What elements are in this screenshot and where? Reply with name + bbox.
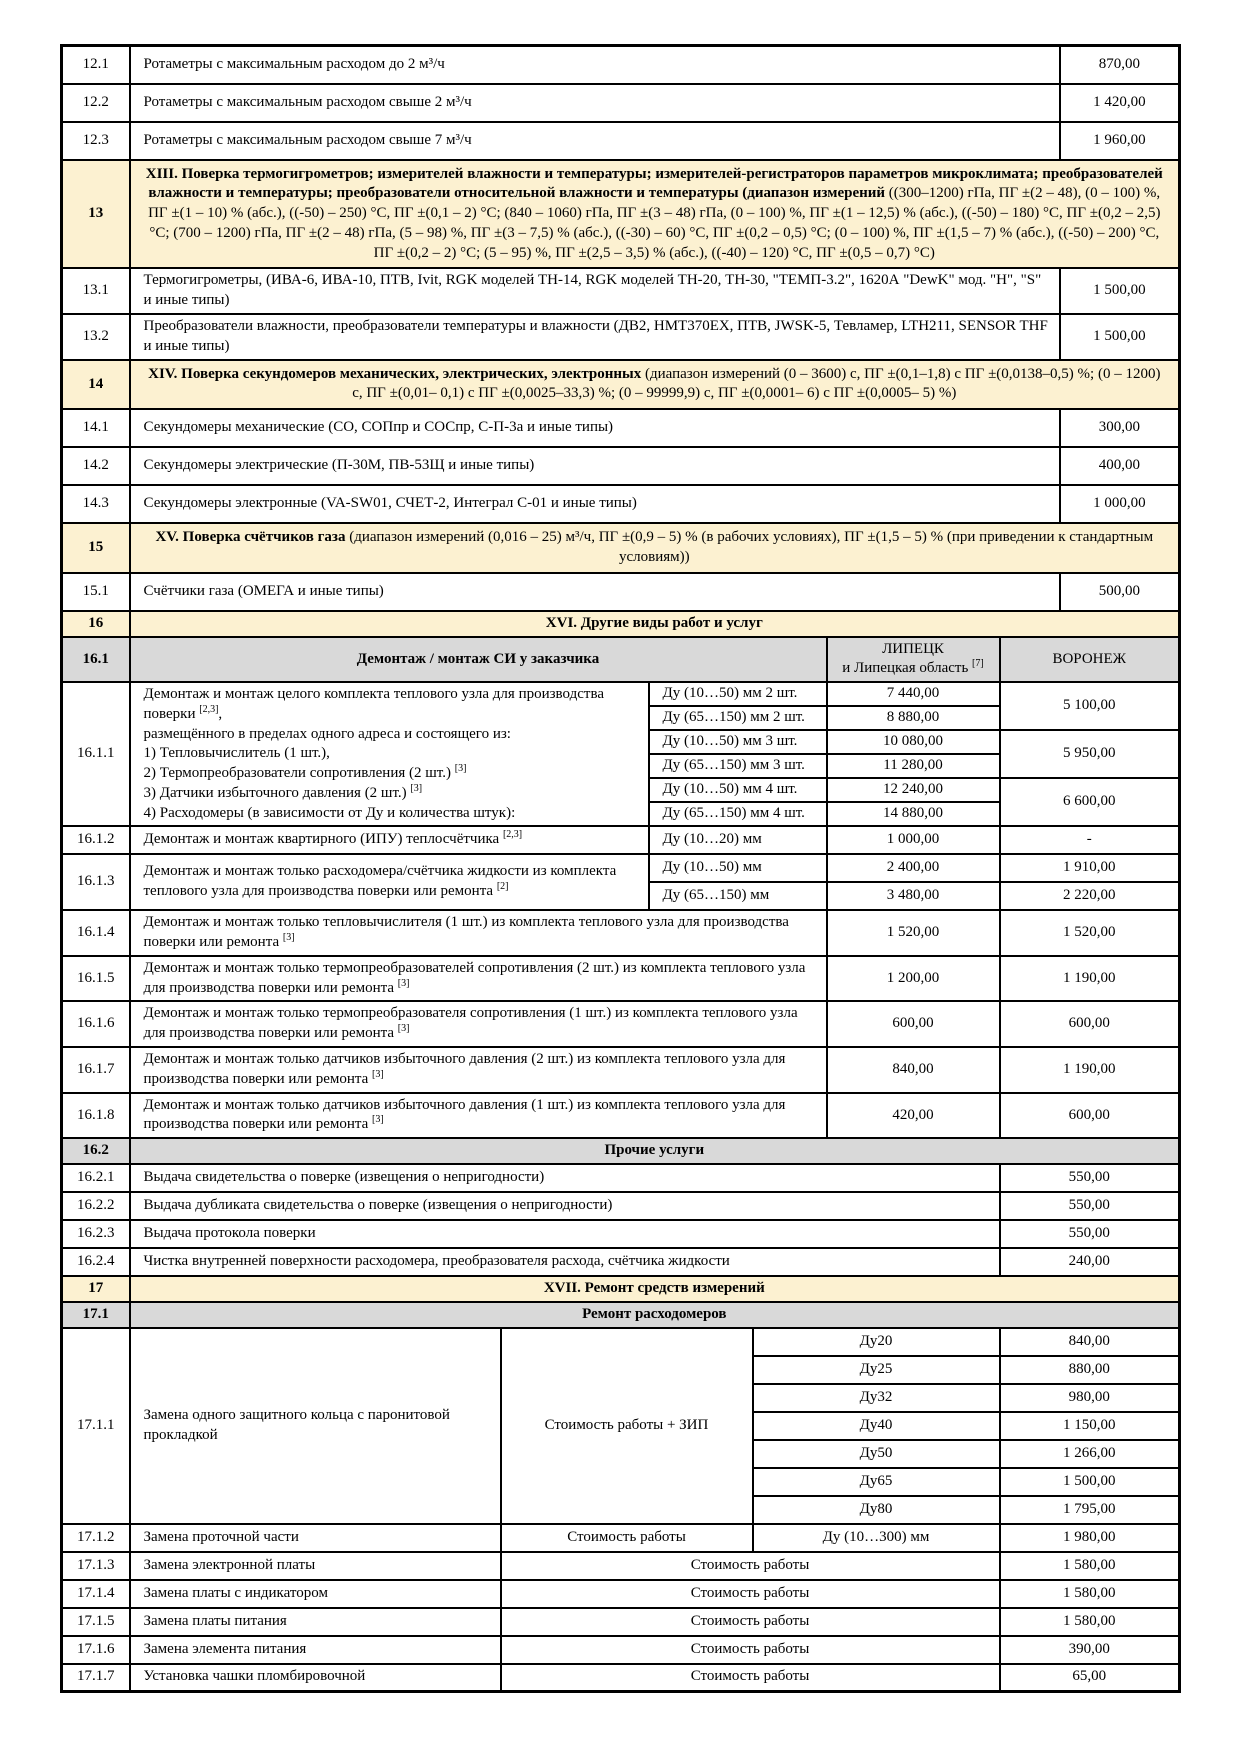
column-header-lipetsk bbox=[827, 637, 1000, 683]
row-13-2 bbox=[62, 314, 1180, 360]
section-title-rest: ((300–1200) гПа, ПГ ±(2 – 48), (0 – 100) %, ПГ ±(1 – 10) % (абс.), ((-50) – 250) °С, ПГ ±(0,1 – 2) °С; (840 – 1060) гПа, ПГ ±(3 – 48) гПа, (0 – 100) %, ПГ ±(1 – 12,5) % (абс.), ((-50) – 180) °С, ПГ ±(0,2 – 2,5) °С; (700 – 1200) гПа, ПГ ±(2 – 48) гПа, (5 – 98) %, ПГ ±(3 – 7,5) % (абс.), ((-30) – 60) °С, ПГ ±(0,2 – 0,5) °С; (0 – 100) %, ПГ ±(1,5 – 7) % (абс.), ((-50) – 200) °С, ПГ ±(0,2 – 2) °С; (5 – 95) %, ПГ ±(2,5 – 3,5) % (абс.), ((-40) – 120) °С, ПГ ±(0,5 – 0,7) °С) bbox=[148, 185, 1161, 261]
cell-description: Демонтаж и монтаж только термопреобразователя сопротивления (1 шт.) из комплекта теплового узла для производства поверки или ремонта [3] bbox=[130, 1001, 827, 1047]
cell-description: Секундомеры механические (СО, СОПпр и СОСпр, С-П-3а и иные типы) bbox=[130, 409, 1060, 447]
cell-price: 1 795,00 bbox=[1000, 1496, 1180, 1524]
row-17-1-5 bbox=[62, 1608, 1180, 1636]
cell-work-type: Стоимость работы + ЗИП bbox=[501, 1328, 753, 1524]
subsection-title: Демонтаж / монтаж СИ у заказчика bbox=[130, 637, 827, 683]
cell-number: 15.1 bbox=[62, 573, 130, 611]
section-title-bold: XIII. Поверка термогигрометров; измерителей влажности и температуры; измерителей-регистраторов параметров микроклимата; преобразователей влажности и температуры; преобразователи относительной влажности и температуры (диапазон измерений bbox=[145, 165, 1163, 202]
cell-description: Ротаметры с максимальным расходом до 2 м³/ч bbox=[130, 46, 1060, 84]
cell-du-size: Ду (10…20) мм bbox=[649, 826, 827, 854]
section-header-14 bbox=[62, 360, 1180, 410]
cell-du-size: Ду (65…150) мм 2 шт. bbox=[649, 706, 827, 730]
row-17-1-1 bbox=[62, 1328, 1180, 1356]
subsection-number: 16.2 bbox=[62, 1138, 130, 1164]
row-13-1 bbox=[62, 268, 1180, 314]
cell-du-size: Ду50 bbox=[753, 1440, 1000, 1468]
cell-price: 550,00 bbox=[1000, 1220, 1180, 1248]
cell-description: Ротаметры с максимальным расходом свыше 7 м³/ч bbox=[130, 122, 1060, 160]
cell-price-lipetsk: 1 000,00 bbox=[827, 826, 1000, 854]
section-title: XVI. Другие виды работ и услуг bbox=[130, 611, 1180, 637]
row-16-1-1 bbox=[62, 682, 1180, 706]
cell-price: 1 500,00 bbox=[1000, 1468, 1180, 1496]
cell-number: 14.3 bbox=[62, 485, 130, 523]
row-16-2-3 bbox=[62, 1220, 1180, 1248]
cell-work-type: Стоимость работы bbox=[501, 1608, 1000, 1636]
cell-du-size: Ду20 bbox=[753, 1328, 1000, 1356]
cell-price: 870,00 bbox=[1060, 46, 1180, 84]
desc-line: 3) Датчики избыточного давления (2 шт.) [3] bbox=[143, 782, 423, 801]
cell-price: 1 580,00 bbox=[1000, 1608, 1180, 1636]
cell-price-lipetsk: 2 400,00 bbox=[827, 854, 1000, 882]
cell-price-voronezh: 1 520,00 bbox=[1000, 910, 1180, 956]
cell-number: 16.1.4 bbox=[62, 910, 130, 956]
cell-du-size: Ду40 bbox=[753, 1412, 1000, 1440]
row-12-2 bbox=[62, 84, 1180, 122]
subsection-header-16-1 bbox=[62, 637, 1180, 683]
desc-line: 4) Расходомеры (в зависимости от Ду и количества штук): bbox=[143, 804, 516, 821]
cell-number: 16.2.1 bbox=[62, 1164, 130, 1192]
cell-price-lipetsk: 14 880,00 bbox=[827, 802, 1000, 826]
cell-number: 17.1.2 bbox=[62, 1524, 130, 1552]
cell-price-voronezh: 1 190,00 bbox=[1000, 956, 1180, 1002]
cell-number: 17.1.5 bbox=[62, 1608, 130, 1636]
cell-description: Замена платы с индикатором bbox=[130, 1580, 501, 1608]
cell-number: 17.1.7 bbox=[62, 1664, 130, 1692]
cell-price-voronezh: 6 600,00 bbox=[1000, 778, 1180, 826]
cell-price-lipetsk: 10 080,00 bbox=[827, 730, 1000, 754]
cell-number: 16.1.7 bbox=[62, 1047, 130, 1093]
cell-price: 550,00 bbox=[1000, 1192, 1180, 1220]
cell-description: Замена платы питания bbox=[130, 1608, 501, 1636]
row-17-1-7 bbox=[62, 1664, 1180, 1692]
section-number: 17 bbox=[62, 1276, 130, 1302]
cell-price: 1 580,00 bbox=[1000, 1552, 1180, 1580]
row-15-1 bbox=[62, 573, 1180, 611]
row-17-1-6 bbox=[62, 1636, 1180, 1664]
cell-number: 16.1.2 bbox=[62, 826, 130, 854]
cell-description: Демонтаж и монтаж только датчиков избыточного давления (1 шт.) из комплекта теплового узла для производства поверки или ремонта [3] bbox=[130, 1093, 827, 1139]
cell-number: 16.1.5 bbox=[62, 956, 130, 1002]
section-title-bold: XV. Поверка счётчиков газа bbox=[155, 529, 346, 546]
cell-price: 1 980,00 bbox=[1000, 1524, 1180, 1552]
row-12-3 bbox=[62, 122, 1180, 160]
cell-price: 65,00 bbox=[1000, 1664, 1180, 1692]
cell-description: Демонтаж и монтаж только термопреобразователей сопротивления (2 шт.) из комплекта теплового узла для производства поверки или ремонта [3] bbox=[130, 956, 827, 1002]
section-header-17 bbox=[62, 1276, 1180, 1302]
cell-price: 390,00 bbox=[1000, 1636, 1180, 1664]
section-header-16 bbox=[62, 611, 1180, 637]
cell-work-type: Стоимость работы bbox=[501, 1524, 753, 1552]
cell-price: 1 960,00 bbox=[1060, 122, 1180, 160]
cell-description: Выдача протокола поверки bbox=[130, 1220, 1000, 1248]
cell-description: Замена электронной платы bbox=[130, 1552, 501, 1580]
cell-description: Демонтаж и монтаж квартирного (ИПУ) теплосчётчика [2,3] bbox=[130, 826, 649, 854]
cell-price: 980,00 bbox=[1000, 1384, 1180, 1412]
cell-number: 16.2.4 bbox=[62, 1248, 130, 1276]
cell-price-voronezh: 5 950,00 bbox=[1000, 730, 1180, 778]
subsection-header-16-2 bbox=[62, 1138, 1180, 1164]
section-title: XVII. Ремонт средств измерений bbox=[130, 1276, 1180, 1302]
section-title bbox=[130, 523, 1180, 573]
row-16-2-4 bbox=[62, 1248, 1180, 1276]
cell-price-lipetsk: 600,00 bbox=[827, 1001, 1000, 1047]
cell-du-size: Ду65 bbox=[753, 1468, 1000, 1496]
row-16-1-6 bbox=[62, 1001, 1180, 1047]
footnote-ref: [2,3] bbox=[199, 703, 219, 715]
cell-price: 1 500,00 bbox=[1060, 268, 1180, 314]
cell-du-size: Ду (10…50) мм 3 шт. bbox=[649, 730, 827, 754]
cell-du-size: Ду (10…300) мм bbox=[753, 1524, 1000, 1552]
cell-number: 16.1.1 bbox=[62, 682, 130, 826]
row-14-3 bbox=[62, 485, 1180, 523]
footnote-ref: [3] bbox=[282, 932, 295, 944]
cell-price-voronezh: 600,00 bbox=[1000, 1001, 1180, 1047]
lipetsk-line2: и Липецкая область [7] bbox=[842, 658, 984, 677]
cell-description: Секундомеры электрические (П-30М, ПВ-53Щ и иные типы) bbox=[130, 447, 1060, 485]
cell-description: Чистка внутренней поверхности расходомера, преобразователя расхода, счётчика жидкости bbox=[130, 1248, 1000, 1276]
cell-number: 17.1.4 bbox=[62, 1580, 130, 1608]
cell-description: Замена элемента питания bbox=[130, 1636, 501, 1664]
cell-price-lipetsk: 840,00 bbox=[827, 1047, 1000, 1093]
cell-description: Секундомеры электронные (VA-SW01, СЧЕТ-2, Интеграл С-01 и иные типы) bbox=[130, 485, 1060, 523]
footnote-ref: [7] bbox=[972, 658, 984, 670]
cell-number: 12.1 bbox=[62, 46, 130, 84]
row-16-1-2 bbox=[62, 826, 1180, 854]
row-16-1-3 bbox=[62, 854, 1180, 882]
cell-du-size: Ду25 bbox=[753, 1356, 1000, 1384]
row-16-1-5 bbox=[62, 956, 1180, 1002]
cell-price: 240,00 bbox=[1000, 1248, 1180, 1276]
cell-description: Замена одного защитного кольца с паронитовой прокладкой bbox=[130, 1328, 501, 1524]
row-17-1-2 bbox=[62, 1524, 1180, 1552]
row-16-2-2 bbox=[62, 1192, 1180, 1220]
subsection-header-17-1 bbox=[62, 1302, 1180, 1328]
section-title-bold: XIV. Поверка секундомеров механических, электрических, электронных bbox=[148, 365, 642, 382]
cell-du-size: Ду32 bbox=[753, 1384, 1000, 1412]
cell-price: 300,00 bbox=[1060, 409, 1180, 447]
cell-description: Термогигрометры, (ИВА-6, ИВА-10, ПТВ, Ivit, RGK моделей ТН-14, RGK моделей ТН-20, ТН-30, "ТЕМП-3.2", 1620А "DewK" мод. "H", "S" и иные типы) bbox=[130, 268, 1060, 314]
row-16-2-1 bbox=[62, 1164, 1180, 1192]
row-16-1-7 bbox=[62, 1047, 1180, 1093]
cell-price-lipetsk: 12 240,00 bbox=[827, 778, 1000, 802]
cell-du-size: Ду (65…150) мм bbox=[649, 882, 827, 910]
cell-price: 500,00 bbox=[1060, 573, 1180, 611]
cell-work-type: Стоимость работы bbox=[501, 1580, 1000, 1608]
cell-number: 16.1.8 bbox=[62, 1093, 130, 1139]
cell-description: Преобразователи влажности, преобразователи температуры и влажности (ДВ2, HMT370EX, ПТВ, JWSK-5, Тевламер, LTH211, SENSOR THF и иные типы) bbox=[130, 314, 1060, 360]
cell-price-lipetsk: 1 200,00 bbox=[827, 956, 1000, 1002]
cell-price-lipetsk: 420,00 bbox=[827, 1093, 1000, 1139]
cell-price-lipetsk: 8 880,00 bbox=[827, 706, 1000, 730]
row-16-1-4 bbox=[62, 910, 1180, 956]
cell-price-voronezh: 2 220,00 bbox=[1000, 882, 1180, 910]
footnote-ref: [3] bbox=[372, 1114, 384, 1126]
footnote-ref: [3] bbox=[397, 977, 410, 989]
cell-number: 12.3 bbox=[62, 122, 130, 160]
cell-price-lipetsk: 3 480,00 bbox=[827, 882, 1000, 910]
cell-number: 16.2.2 bbox=[62, 1192, 130, 1220]
cell-price: 400,00 bbox=[1060, 447, 1180, 485]
cell-price-voronezh: 5 100,00 bbox=[1000, 682, 1180, 730]
section-header-15 bbox=[62, 523, 1180, 573]
cell-description: Установка чашки пломбировочной bbox=[130, 1664, 501, 1692]
cell-work-type: Стоимость работы bbox=[501, 1636, 1000, 1664]
cell-number: 12.2 bbox=[62, 84, 130, 122]
cell-du-size: Ду80 bbox=[753, 1496, 1000, 1524]
cell-price: 1 000,00 bbox=[1060, 485, 1180, 523]
cell-number: 13.2 bbox=[62, 314, 130, 360]
cell-description: Замена проточной части bbox=[130, 1524, 501, 1552]
cell-number: 16.2.3 bbox=[62, 1220, 130, 1248]
row-14-1 bbox=[62, 409, 1180, 447]
cell-price: 1 500,00 bbox=[1060, 314, 1180, 360]
cell-description: Ротаметры с максимальным расходом свыше 2 м³/ч bbox=[130, 84, 1060, 122]
cell-description: Счётчики газа (ОМЕГА и иные типы) bbox=[130, 573, 1060, 611]
cell-price-lipetsk: 1 520,00 bbox=[827, 910, 1000, 956]
cell-description: Выдача свидетельства о поверке (извещения о непригодности) bbox=[130, 1164, 1000, 1192]
footnote-ref: [3] bbox=[410, 782, 423, 794]
section-header-13 bbox=[62, 160, 1180, 269]
cell-number: 17.1.3 bbox=[62, 1552, 130, 1580]
cell-price: 550,00 bbox=[1000, 1164, 1180, 1192]
subsection-number: 16.1 bbox=[62, 637, 130, 683]
cell-work-type: Стоимость работы bbox=[501, 1552, 1000, 1580]
cell-price-voronezh: - bbox=[1000, 826, 1180, 854]
cell-number: 17.1.1 bbox=[62, 1328, 130, 1524]
section-number: 16 bbox=[62, 611, 130, 637]
cell-price-lipetsk: 7 440,00 bbox=[827, 682, 1000, 706]
cell-price-voronezh: 1 190,00 bbox=[1000, 1047, 1180, 1093]
cell-price: 1 420,00 bbox=[1060, 84, 1180, 122]
cell-description: Демонтаж и монтаж только датчиков избыточного давления (2 шт.) из комплекта теплового узла для производства поверки или ремонта [3] bbox=[130, 1047, 827, 1093]
section-title-rest: (диапазон измерений (0,016 – 25) м³/ч, ПГ ±(0,9 – 5) % (в рабочих условиях), ПГ ±(1,5 – 5) % (при приведении к стандартным условиям)) bbox=[345, 529, 1154, 566]
cell-number: 13.1 bbox=[62, 268, 130, 314]
cell-price: 1 580,00 bbox=[1000, 1580, 1180, 1608]
cell-number: 16.1.3 bbox=[62, 854, 130, 910]
cell-description: Демонтаж и монтаж только расходомера/счётчика жидкости из комплекта теплового узла для производства поверки или ремонта [2] bbox=[130, 854, 649, 910]
cell-du-size: Ду (65…150) мм 4 шт. bbox=[649, 802, 827, 826]
cell-price: 880,00 bbox=[1000, 1356, 1180, 1384]
section-title-rest: (диапазон измерений (0 – 3600) с, ПГ ±(0,1–1,8) с ПГ ±(0,0138–0,5) %; (0 – 1200) с, ПГ ±(0,01– 0,1) с ПГ ±(0,0025–33,3) %; (0 – 99999,9) с, ПГ ±(0,0001– 6) с ПГ ±(0,0005– 5) %) bbox=[352, 365, 1161, 402]
row-17-1-3 bbox=[62, 1552, 1180, 1580]
lipetsk-line1: ЛИПЕЦК bbox=[882, 640, 944, 657]
cell-price: 1 150,00 bbox=[1000, 1412, 1180, 1440]
cell-work-type: Стоимость работы bbox=[501, 1664, 1000, 1692]
desc-line: 1) Тепловычислитель (1 шт.), bbox=[143, 745, 330, 762]
footnote-ref: [3] bbox=[372, 1068, 384, 1080]
cell-description bbox=[130, 682, 649, 826]
footnote-ref: [3] bbox=[397, 1023, 410, 1035]
subsection-title: Прочие услуги bbox=[130, 1138, 1180, 1164]
cell-price: 1 266,00 bbox=[1000, 1440, 1180, 1468]
cell-du-size: Ду (10…50) мм bbox=[649, 854, 827, 882]
price-table bbox=[60, 44, 1181, 1693]
footnote-ref: [3] bbox=[454, 763, 467, 775]
desc-line: 2) Термопреобразователи сопротивления (2 шт.) [3] bbox=[143, 763, 467, 782]
section-title bbox=[130, 360, 1180, 410]
section-title bbox=[130, 160, 1180, 269]
cell-number: 16.1.6 bbox=[62, 1001, 130, 1047]
cell-price-voronezh: 600,00 bbox=[1000, 1093, 1180, 1139]
cell-du-size: Ду (10…50) мм 2 шт. bbox=[649, 682, 827, 706]
cell-description: Выдача дубликата свидетельства о поверке (извещения о непригодности) bbox=[130, 1192, 1000, 1220]
cell-description: Демонтаж и монтаж только тепловычислителя (1 шт.) из комплекта теплового узла для производства поверки или ремонта [3] bbox=[130, 910, 827, 956]
cell-price-voronezh: 1 910,00 bbox=[1000, 854, 1180, 882]
row-16-1-8 bbox=[62, 1093, 1180, 1139]
cell-du-size: Ду (65…150) мм 3 шт. bbox=[649, 754, 827, 778]
footnote-ref: [2,3] bbox=[502, 829, 523, 841]
cell-number: 14.1 bbox=[62, 409, 130, 447]
subsection-number: 17.1 bbox=[62, 1302, 130, 1328]
cell-du-size: Ду (10…50) мм 4 шт. bbox=[649, 778, 827, 802]
cell-number: 17.1.6 bbox=[62, 1636, 130, 1664]
row-12-1 bbox=[62, 46, 1180, 84]
row-14-2 bbox=[62, 447, 1180, 485]
section-number: 15 bbox=[62, 523, 130, 573]
row-17-1-4 bbox=[62, 1580, 1180, 1608]
subsection-title: Ремонт расходомеров bbox=[130, 1302, 1180, 1328]
section-number: 13 bbox=[62, 160, 130, 269]
section-number: 14 bbox=[62, 360, 130, 410]
cell-price-lipetsk: 11 280,00 bbox=[827, 754, 1000, 778]
desc-line: размещённого в пределах одного адреса и состоящего из: bbox=[143, 725, 511, 742]
cell-number: 14.2 bbox=[62, 447, 130, 485]
footnote-ref: [2] bbox=[496, 881, 509, 893]
column-header-voronezh: ВОРОНЕЖ bbox=[1000, 637, 1180, 683]
cell-price: 840,00 bbox=[1000, 1328, 1180, 1356]
desc-line: Демонтаж и монтаж целого комплекта теплового узла для производства поверки [2,3], bbox=[143, 685, 604, 722]
